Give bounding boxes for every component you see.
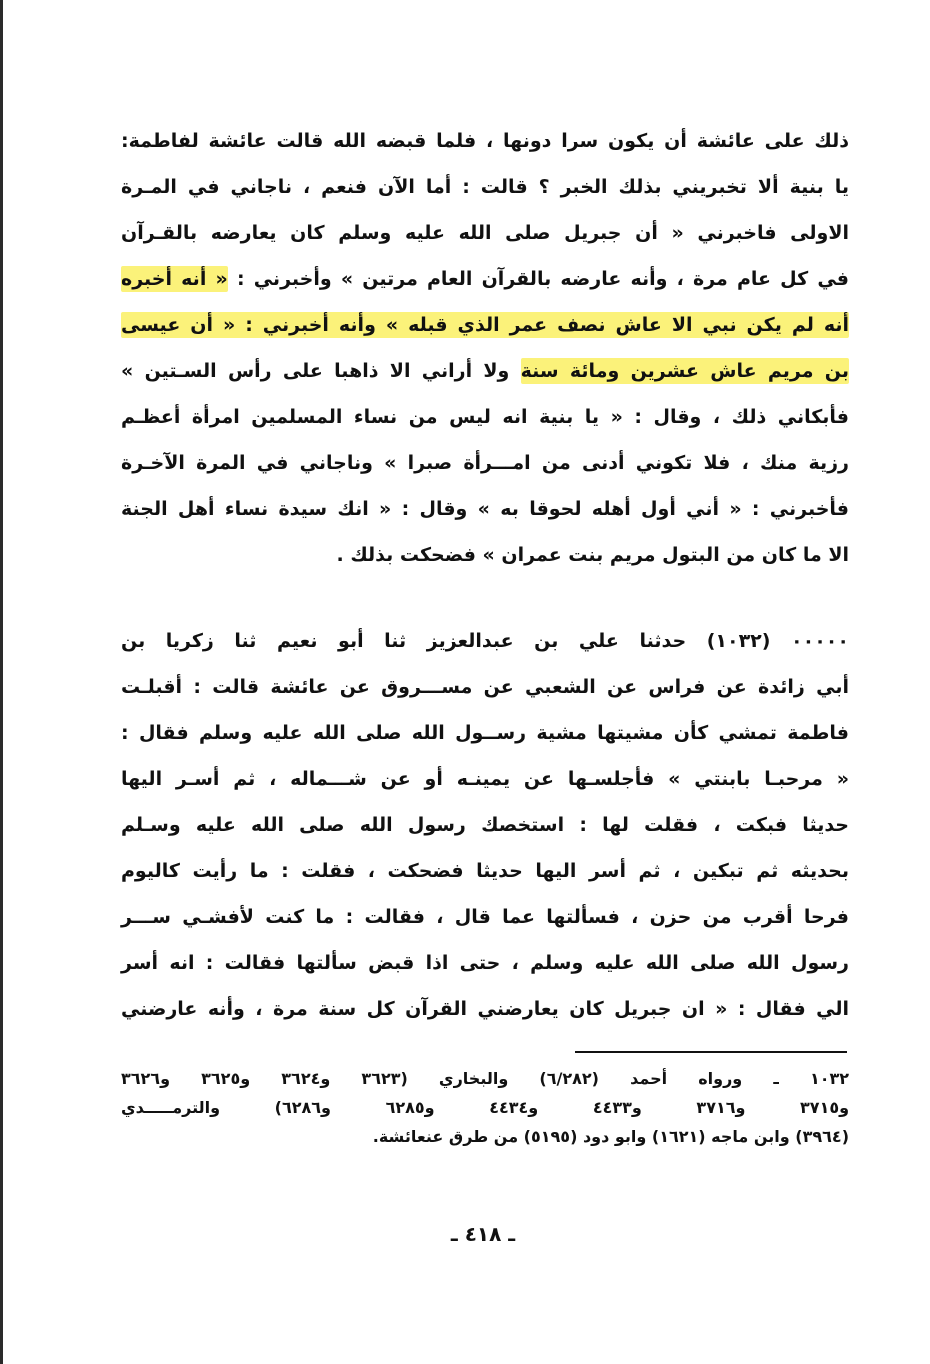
line-text: في كل عام مرة ، وأنه عارضه بالقرآن العام مرتين » وأخبرني : [227,268,849,290]
text-line: ٠٠٠٠٠ (١٠٣٢) حدثنا علي بن عبدالعزيز ثنا أبو نعيم ثنا زكريا بن [121,630,849,652]
footnote-line: و٣٧١٥ و٣٧١٦ و٤٤٣٣ و٤٤٣٤ و٦٢٨٥ و٦٢٨٦) والترمـــــدي [121,1098,850,1117]
text-line: الي فقال : « ان جبريل كان يعارضني القرآن كل سنة مرة ، وأنه عارضني [121,998,849,1020]
footnote-block [121,1064,849,1151]
text-line: « مرحبـا بابنتي » فأجلسـها عن يمينـه أو عن شـــماله ، ثم أسـر اليها [121,768,849,790]
paragraph-hadith-1032 [121,618,849,1032]
text-line-partially-highlighted [121,256,849,302]
page-number: ـ ٤١٨ ـ [450,1222,516,1246]
text-line: حديثا فبكت ، فقلت لها : استخصك رسول الله صلى الله عليه وسـلم [121,814,849,836]
text-line: فأخبرني : « أني أول أهله لحوقا به » وقال : « انك سيدة نساء أهل الجنة [121,498,849,520]
text-line: ذلك على عائشة أن يكون سرا دونها ، فلما قبضه الله قالت عائشة لفاطمة: [121,130,849,152]
highlighted-text: بن مريم عاش عشرين ومائة سنة [520,360,850,382]
footnote-divider [575,1051,847,1053]
text-line-highlighted [121,302,849,348]
text-line: رزية منك ، فلا تكوني أدنى من امـــرأة صبرا » وناجاني في المرة الآخـرة [121,452,849,474]
text-line: بحديثه ثم تبكين ، ثم أسر اليها حديثا فضحكت ، فقلت : ما رأيت كاليوم [121,860,849,882]
highlighted-text: أنه لم يكن نبي الا عاش نصف عمر الذي قبله » وأنه أخبرني : « أن عيسى [121,314,849,336]
paragraph-hadith-continuation [121,118,849,578]
footnote-line: ١٠٣٢ ـ ورواه أحمد (٦/٢٨٢) والبخاري (٣٦٢٣ و٣٦٢٤ و٣٦٢٥ و٣٦٢٦ [121,1069,850,1088]
text-line: فرحا أقرب من حزن ، فسألتها عما قال ، فقالت : ما كنت لأفشـي ســـر [121,906,849,928]
text-line: فأبكاني ذلك ، وقال : « يا بنية انه ليس من نساء المسلمين امرأة أعظـم [121,406,849,428]
text-line: فاطمة تمشي كأن مشيتها مشية رســول الله صلى الله عليه وسلم فقال : [121,722,849,744]
text-line-partially-highlighted [121,348,849,394]
text-line: أبي زائدة عن فراس عن الشعبي عن مســـروق عن عائشة قالت : أقبلـت [121,676,849,698]
highlighted-text: « أنه أخبره [121,268,228,290]
text-line: رسول الله صلى الله عليه وسلم ، حتى اذا قبض سألتها فقالت : انه أسر [121,952,849,974]
text-line: الا ما كان من البتول مريم بنت عمران » فضحكت بذلك . [336,544,849,566]
text-line: الاولى فاخبرني « أن جبريل صلى الله عليه وسلم كان يعارضه بالقـرآن [121,222,849,244]
text-line: يا بنية ألا تخبريني بذلك الخبر ؟ قالت : أما الآن فنعم ، ناجاني في المـرة [121,176,849,198]
line-text: ولا أراني الا ذاهبا على رأس السـتين » [121,360,521,382]
footnote-line: (٣٩٦٤) وابن ماجه (١٦٢١) وابو دود (٥١٩٥) من طرق عنعائشة. [372,1127,849,1146]
